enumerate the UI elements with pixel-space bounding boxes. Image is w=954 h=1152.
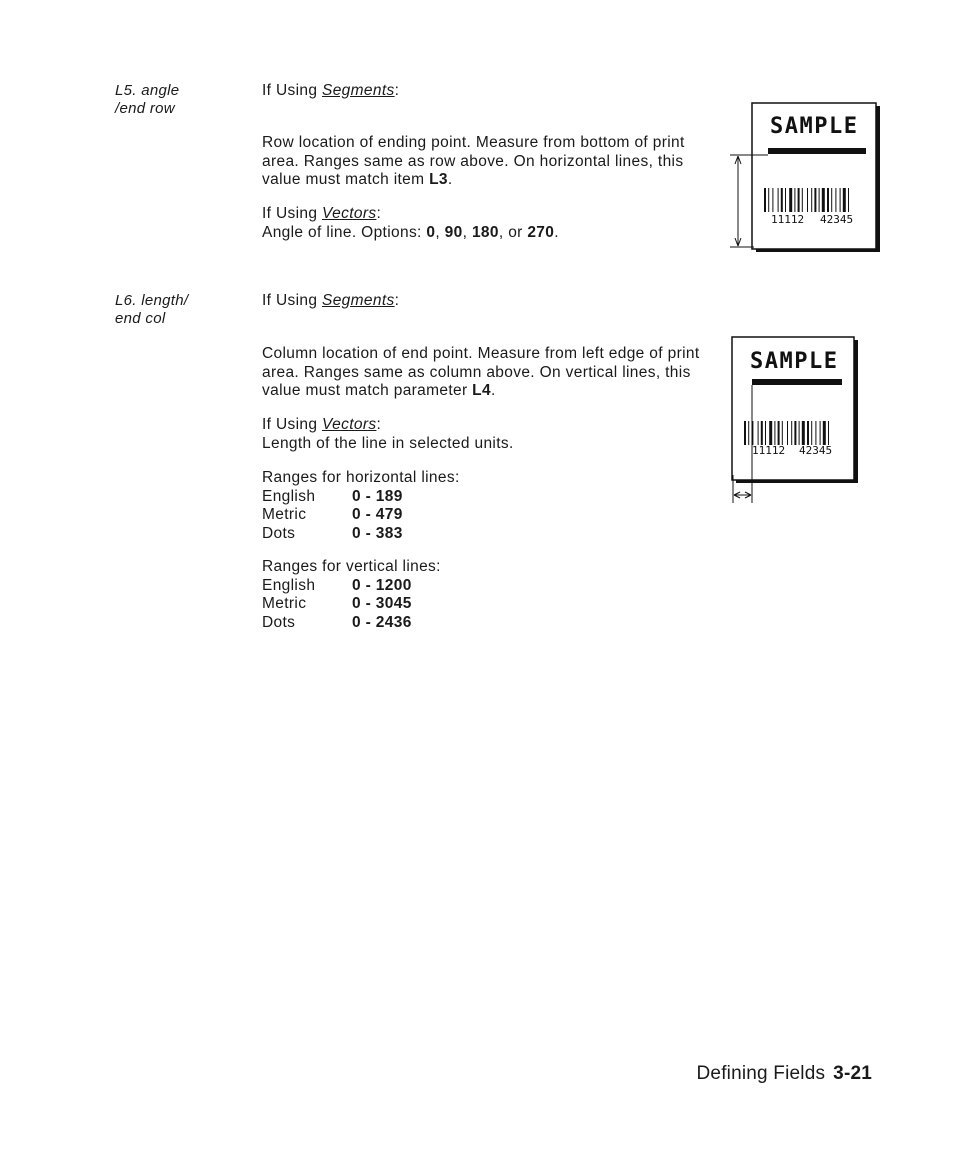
footer-page-number: 3-21 bbox=[833, 1063, 872, 1084]
range-value: 0 - 1200 bbox=[352, 576, 412, 594]
barcode-digits-left: 11112 bbox=[752, 444, 786, 457]
barcode-bar bbox=[789, 188, 792, 212]
barcode-bar bbox=[758, 421, 759, 445]
barcode-bar bbox=[831, 188, 832, 212]
l5-vec-suffix: : bbox=[376, 205, 382, 222]
range-value: 0 - 2436 bbox=[352, 613, 412, 631]
vertical-ranges-title: Ranges for vertical lines: bbox=[262, 558, 441, 575]
barcode-bar bbox=[768, 188, 769, 212]
barcode-bar bbox=[799, 421, 800, 445]
l5-desc-end: . bbox=[447, 171, 453, 188]
barcode-bar bbox=[848, 188, 849, 212]
term-l5 bbox=[115, 82, 179, 118]
barcode-bar bbox=[772, 188, 773, 212]
barcode-bar bbox=[811, 188, 812, 212]
term-l6-line1: L6. length/ bbox=[115, 292, 189, 309]
l5-angle-text: Angle of line. Options: bbox=[262, 223, 427, 241]
l5-vectors-heading bbox=[262, 205, 712, 224]
l6-vec-word: Vectors bbox=[322, 416, 377, 433]
l5-opt-270: 270 bbox=[527, 223, 555, 241]
barcode-bar bbox=[819, 188, 820, 212]
barcode-bar bbox=[785, 188, 786, 212]
l6-length-text: Length of the line in selected units. bbox=[262, 434, 514, 452]
barcode-bar bbox=[822, 188, 825, 212]
barcode-digits-right: 42345 bbox=[820, 213, 854, 226]
l6-vec-prefix: If Using bbox=[262, 416, 323, 433]
range-value: 0 - 189 bbox=[352, 487, 403, 505]
term-l6-line2: end col bbox=[115, 310, 166, 327]
term-l5-line2: /end row bbox=[115, 100, 175, 117]
l5-seg-word: Segments bbox=[322, 82, 395, 99]
l6-label-figure bbox=[728, 335, 862, 505]
barcode-bar bbox=[820, 421, 821, 445]
barcode-bar bbox=[774, 421, 775, 445]
range-value: 0 - 3045 bbox=[352, 595, 412, 612]
barcode-bar bbox=[752, 421, 753, 445]
barcode-bar bbox=[769, 421, 772, 445]
label-title: SAMPLE bbox=[770, 114, 859, 139]
barcode-bar bbox=[765, 421, 766, 445]
range-unit: Dots bbox=[262, 613, 296, 631]
range-unit: English bbox=[262, 487, 316, 505]
barcode-bar bbox=[807, 421, 809, 445]
barcode-bar bbox=[840, 188, 841, 212]
label-bar-line bbox=[752, 379, 842, 385]
barcode-bar bbox=[814, 188, 816, 212]
l6-vec-suffix: : bbox=[376, 416, 382, 433]
term-l5-line1: L5. angle bbox=[115, 82, 180, 99]
l5-sep1: , bbox=[435, 223, 445, 241]
footer-section: Defining Fields bbox=[696, 1063, 826, 1084]
barcode-digits-right: 42345 bbox=[799, 444, 833, 457]
barcode-bar bbox=[815, 421, 816, 445]
range-unit: Metric bbox=[262, 506, 307, 523]
l6-desc-text: Column location of end point. Measure from left edge of print area. Ranges same as column above. On vertical lines, this value must match parameter bbox=[262, 345, 700, 399]
l5-end-period: . bbox=[554, 223, 559, 241]
l5-seg-prefix: If Using bbox=[262, 82, 323, 99]
l5-vec-word: Vectors bbox=[322, 205, 377, 222]
horizontal-range-row bbox=[262, 506, 712, 525]
l5-sep3: , or bbox=[498, 223, 528, 241]
barcode-bar bbox=[764, 188, 766, 212]
range-value: 0 - 479 bbox=[352, 506, 403, 523]
l5-description bbox=[262, 134, 707, 190]
horizontal-range-row bbox=[262, 488, 712, 507]
l5-vectors-block bbox=[262, 205, 712, 242]
vertical-range-row bbox=[262, 595, 712, 614]
l6-desc-ref: L4 bbox=[472, 382, 491, 399]
barcode-bar bbox=[794, 421, 796, 445]
barcode-bar bbox=[798, 188, 800, 212]
l6-horizontal-ranges bbox=[262, 469, 712, 543]
vertical-range-row bbox=[262, 577, 712, 596]
range-unit: Metric bbox=[262, 595, 307, 612]
label-bar-line bbox=[768, 148, 866, 154]
barcode-bar bbox=[843, 188, 846, 212]
l6-description bbox=[262, 345, 702, 401]
barcode-bar bbox=[782, 421, 783, 445]
page-footer bbox=[697, 1063, 873, 1085]
barcode-bar bbox=[828, 421, 829, 445]
vertical-range-row bbox=[262, 614, 712, 633]
l5-desc-text: Row location of ending point. Measure from bottom of print area. Ranges same as row above. On horizontal lines, this value must match item bbox=[262, 134, 685, 188]
range-unit: Dots bbox=[262, 524, 296, 542]
barcode-bar bbox=[761, 421, 763, 445]
horizontal-ranges-title: Ranges for horizontal lines: bbox=[262, 469, 460, 486]
range-value: 0 - 383 bbox=[352, 524, 403, 542]
l6-vertical-ranges bbox=[262, 558, 712, 632]
l5-opt-180: 180 bbox=[471, 223, 499, 241]
barcode-bar bbox=[778, 188, 779, 212]
horizontal-range-row bbox=[262, 525, 712, 544]
term-l6 bbox=[115, 292, 188, 328]
barcode-bar bbox=[787, 421, 788, 445]
barcode-bar bbox=[744, 421, 746, 445]
barcode-bar bbox=[802, 188, 803, 212]
l5-desc-ref: L3 bbox=[429, 171, 448, 188]
barcode-bar bbox=[827, 188, 829, 212]
range-unit: English bbox=[262, 576, 316, 594]
l5-angle-options bbox=[262, 224, 712, 243]
l5-label-figure bbox=[728, 102, 884, 258]
l5-vec-prefix: If Using bbox=[262, 205, 323, 222]
barcode-bar bbox=[835, 188, 836, 212]
barcode-bar bbox=[823, 421, 826, 445]
l6-seg-prefix: If Using bbox=[262, 292, 323, 309]
barcode-bar bbox=[791, 421, 792, 445]
l5-opt-90: 90 bbox=[444, 223, 463, 241]
l6-seg-word: Segments bbox=[322, 292, 395, 309]
barcode-bar bbox=[748, 421, 749, 445]
l6-desc-end: . bbox=[490, 382, 496, 399]
l5-opt-0: 0 bbox=[426, 223, 436, 241]
l6-vectors-heading bbox=[262, 416, 712, 435]
barcode-bar bbox=[781, 188, 783, 212]
barcode-bar bbox=[802, 421, 805, 445]
barcode-digits-left: 11112 bbox=[771, 213, 805, 226]
barcode-bar bbox=[807, 188, 808, 212]
l6-seg-suffix: : bbox=[394, 292, 400, 309]
l5-seg-suffix: : bbox=[394, 82, 400, 99]
l5-sep2: , bbox=[462, 223, 472, 241]
l6-vectors-block bbox=[262, 416, 712, 453]
barcode-bar bbox=[811, 421, 812, 445]
barcode-bar bbox=[778, 421, 780, 445]
label-title: SAMPLE bbox=[750, 349, 839, 374]
barcode-bar bbox=[794, 188, 795, 212]
l5-segments-heading bbox=[262, 82, 712, 101]
l6-segments-heading bbox=[262, 292, 712, 311]
